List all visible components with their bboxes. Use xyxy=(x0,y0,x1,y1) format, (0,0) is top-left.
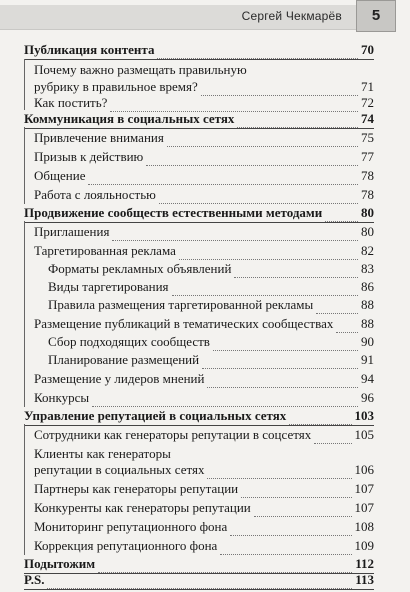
toc-page-number: 107 xyxy=(354,481,374,496)
toc-title: Публикация контента xyxy=(24,42,155,57)
toc-title: Почему важно размещать правильную xyxy=(34,62,247,77)
toc-title: Коррекция репутационного фона xyxy=(34,538,218,553)
toc-entry xyxy=(0,149,410,169)
toc-page-number: 86 xyxy=(361,279,374,294)
toc-title: Привлечение внимания xyxy=(34,130,164,145)
toc-title: Форматы рекламных объявлений xyxy=(48,261,232,276)
toc-page-number: 82 xyxy=(361,243,374,258)
toc-title: Призыв к действию xyxy=(34,149,144,164)
dot-leader xyxy=(92,406,358,407)
toc-entry xyxy=(0,224,410,244)
toc-entry xyxy=(0,316,410,336)
section-divider xyxy=(24,128,374,129)
toc-title: Планирование размещений xyxy=(48,352,200,367)
toc-title: Коммуникация в социальных сетях xyxy=(24,111,235,126)
toc-page-number: 83 xyxy=(361,261,374,276)
dot-leader xyxy=(207,387,358,388)
dot-leader xyxy=(202,368,358,369)
dot-leader xyxy=(179,259,358,260)
toc-page-number: 96 xyxy=(361,390,374,405)
dot-leader xyxy=(88,184,358,185)
toc-page-number: 72 xyxy=(361,95,374,110)
dot-leader xyxy=(234,277,358,278)
toc-entry xyxy=(0,462,410,482)
toc-page-number: 77 xyxy=(361,149,374,164)
toc-page-number: 74 xyxy=(361,111,374,126)
dot-leader xyxy=(172,295,358,296)
toc-page-number: 112 xyxy=(355,556,374,571)
section-divider xyxy=(24,589,374,590)
section-divider xyxy=(24,222,374,223)
toc-title: Работа с лояльностью xyxy=(34,187,156,202)
toc-title: Продвижение сообществ естественными методами xyxy=(24,205,323,220)
toc-entry xyxy=(0,297,410,317)
toc-title: Управление репутацией в социальных сетях xyxy=(24,408,287,423)
nesting-guide xyxy=(24,221,25,407)
toc-page-number: 113 xyxy=(355,572,374,587)
toc-page-number: 108 xyxy=(354,519,374,534)
section-divider xyxy=(24,425,374,426)
nesting-guide xyxy=(24,424,25,555)
toc-entry xyxy=(0,538,410,558)
toc-page-number: 105 xyxy=(354,427,374,442)
toc-title: Виды таргетирования xyxy=(48,279,169,294)
dot-leader xyxy=(230,535,351,536)
toc-entry xyxy=(0,371,410,391)
dot-leader xyxy=(112,240,358,241)
toc-page-number: 88 xyxy=(361,297,374,312)
toc-title: Конкуренты как генераторы репутации xyxy=(34,500,251,515)
toc-page-number: 91 xyxy=(361,352,374,367)
dot-leader xyxy=(220,554,351,555)
dot-leader xyxy=(159,203,358,204)
dot-leader xyxy=(213,350,358,351)
toc-page-number: 80 xyxy=(361,224,374,239)
toc-title: Правила размещения таргетированной рекламы xyxy=(48,297,314,312)
toc-title: Таргетированная реклама xyxy=(34,243,176,258)
toc-entry xyxy=(0,390,410,410)
dot-leader xyxy=(316,313,358,314)
toc-title: P.S. xyxy=(24,572,45,587)
dot-leader xyxy=(146,165,358,166)
dot-leader xyxy=(241,497,351,498)
toc-title: репутации в социальных сетях xyxy=(34,462,205,477)
toc-entry xyxy=(0,519,410,539)
toc-title: Партнеры как генераторы репутации xyxy=(34,481,239,496)
toc-page-number: 109 xyxy=(354,538,374,553)
toc-title: Размещение публикаций в тематических сообществах xyxy=(34,316,334,331)
toc-page-number: 103 xyxy=(354,408,374,423)
toc-entry xyxy=(0,427,410,447)
toc-entry xyxy=(0,243,410,263)
toc-entry xyxy=(0,187,410,207)
toc-entry xyxy=(0,334,410,354)
toc-title: Общение xyxy=(34,168,86,183)
toc-entry xyxy=(0,352,410,372)
toc-page-number: 71 xyxy=(361,79,374,94)
dot-leader xyxy=(336,332,358,333)
toc-page-number: 90 xyxy=(361,334,374,349)
dot-leader xyxy=(167,146,358,147)
nesting-guide xyxy=(24,59,25,110)
toc-title: Как постить? xyxy=(34,95,108,110)
toc-page-number: 78 xyxy=(361,187,374,202)
toc-title: Мониторинг репутационного фона xyxy=(34,519,228,534)
toc-page-number: 107 xyxy=(354,500,374,515)
toc-title: Сбор подходящих сообществ xyxy=(48,334,210,349)
toc-title: Конкурсы xyxy=(34,390,90,405)
page-number: 5 xyxy=(356,0,396,32)
toc-page-number: 70 xyxy=(361,42,374,57)
toc-entry xyxy=(0,130,410,150)
toc-title: Клиенты как генераторы xyxy=(34,446,171,461)
nesting-guide xyxy=(24,127,25,204)
toc-page-number: 94 xyxy=(361,371,374,386)
toc-title: рубрику в правильное время? xyxy=(34,79,198,94)
toc-entry xyxy=(0,481,410,501)
toc-page-number: 78 xyxy=(361,168,374,183)
toc-entry xyxy=(0,279,410,299)
toc-entry xyxy=(0,500,410,520)
dot-leader xyxy=(254,516,352,517)
toc-entry xyxy=(0,168,410,188)
toc-title: Размещение у лидеров мнений xyxy=(34,371,205,386)
toc-page-number: 88 xyxy=(361,316,374,331)
toc-entry xyxy=(0,261,410,281)
toc-title: Сотрудники как генераторы репутации в соцсетях xyxy=(34,427,312,442)
dot-leader xyxy=(314,443,351,444)
toc-page-number: 75 xyxy=(361,130,374,145)
toc-title: Приглашения xyxy=(34,224,110,239)
dot-leader xyxy=(207,478,351,479)
toc-page-number: 80 xyxy=(361,205,374,220)
toc-page-number: 106 xyxy=(354,462,374,477)
toc-title: Подытожим xyxy=(24,556,96,571)
running-head-author: Сергей Чекмарёв xyxy=(241,9,342,23)
section-divider xyxy=(24,59,374,60)
